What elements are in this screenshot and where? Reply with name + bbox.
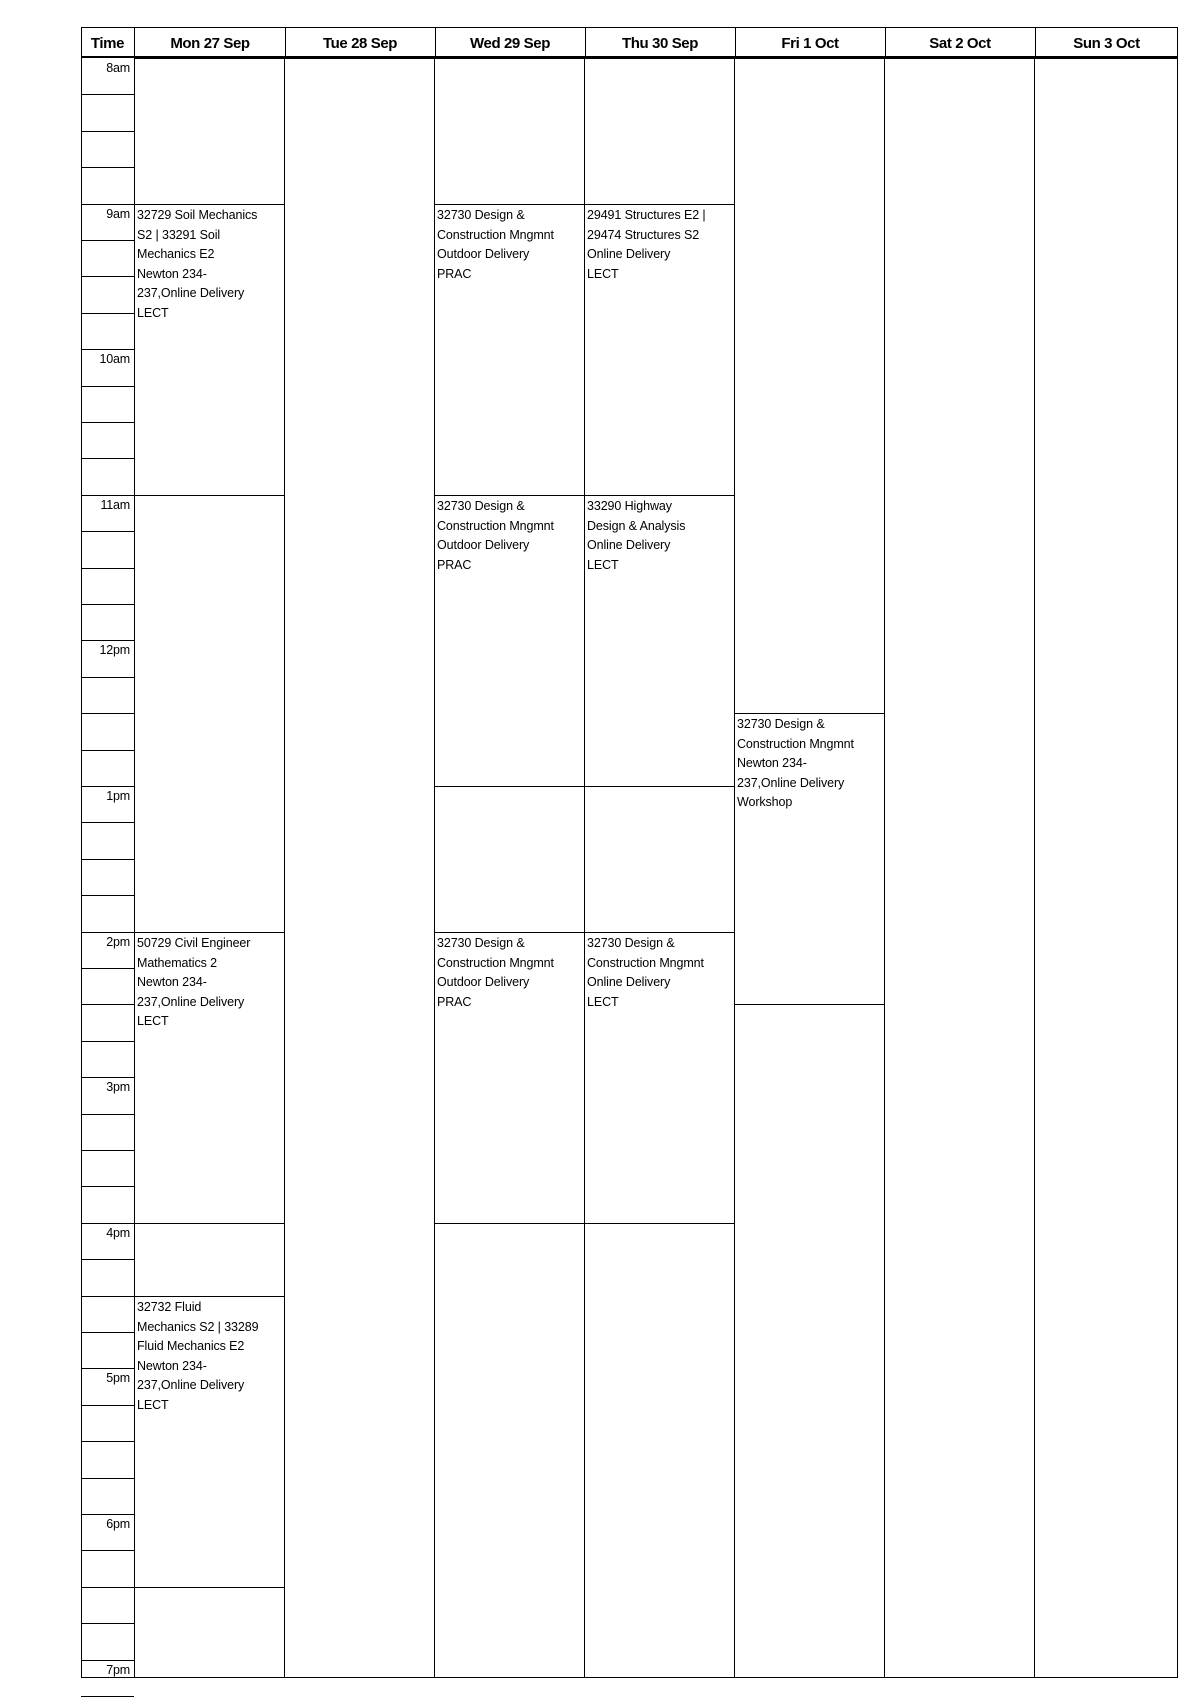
time-slot-rule (81, 822, 134, 823)
hour-label: 10am (99, 352, 130, 366)
time-slot-rule (81, 1296, 134, 1297)
time-slot-rule (81, 313, 134, 314)
time-slot-rule (81, 1077, 134, 1078)
class-event-text: 32730 Design & Construction Mngmnt Outdoor Delivery PRAC (437, 208, 554, 281)
class-event-text: 32730 Design & Construction Mngmnt Online Delivery LECT (587, 936, 704, 1009)
day-header-sun: Sun 3 Oct (1073, 34, 1140, 52)
hour-label: 3pm (106, 1080, 130, 1094)
class-event[interactable] (434, 204, 585, 496)
time-slot-rule (81, 1623, 134, 1624)
time-slot-rule (81, 604, 134, 605)
free-block (284, 58, 435, 1678)
time-slot-rule (81, 1259, 134, 1260)
class-event-text: 33290 Highway Design & Analysis Online Delivery LECT (587, 499, 686, 572)
time-slot-rule (81, 1223, 134, 1224)
time-slot-rule (81, 1332, 134, 1333)
day-header-mon: Mon 27 Sep (170, 34, 250, 52)
hour-label: 4pm (106, 1226, 130, 1240)
time-slot-rule (81, 204, 134, 205)
class-event-text: 32730 Design & Construction Mngmnt Outdoor Delivery PRAC (437, 936, 554, 1009)
time-slot-rule (81, 1514, 134, 1515)
day-header-wed: Wed 29 Sep (470, 34, 550, 52)
hour-label: 7pm (106, 1663, 130, 1677)
class-event[interactable] (734, 713, 885, 1005)
time-slot-rule (81, 895, 134, 896)
hour-label: 11am (100, 498, 130, 512)
time-slot-rule (81, 859, 134, 860)
time-slot-rule (81, 458, 134, 459)
day-header-sat: Sat 2 Oct (929, 34, 991, 52)
time-slot-rule (81, 349, 134, 350)
time-slot-rule (81, 1405, 134, 1406)
hour-label: 12pm (99, 643, 130, 657)
hour-label: 1pm (106, 789, 130, 803)
time-slot-rule (81, 1696, 134, 1697)
time-slot-rule (81, 677, 134, 678)
time-slot-rule (81, 422, 134, 423)
free-block (734, 58, 885, 714)
time-slot-rule (81, 1041, 134, 1042)
time-slot-rule (81, 786, 134, 787)
free-block (584, 786, 735, 933)
time-slot-rule (81, 1660, 134, 1661)
time-slot-rule (81, 276, 134, 277)
class-event[interactable] (134, 932, 285, 1224)
time-slot-rule (81, 750, 134, 751)
class-event-text: 32730 Design & Construction Mngmnt Newton 234- 237,Online Delivery Workshop (737, 717, 854, 809)
class-event-text: 32729 Soil Mechanics S2 | 33291 Soil Mechanics E2 Newton 234- 237,Online Delivery LECT (137, 208, 258, 320)
class-event[interactable] (584, 204, 735, 496)
free-block (134, 58, 285, 205)
time-slot-rule (81, 1587, 134, 1588)
time-column-header: Time (90, 34, 125, 52)
class-event[interactable] (584, 495, 735, 787)
time-slot-rule (81, 568, 134, 569)
class-event-text: 29491 Structures E2 | 29474 Structures S2 Online Delivery LECT (587, 208, 706, 281)
time-slot-rule (81, 131, 134, 132)
time-slot-rule (81, 1478, 134, 1479)
free-block (584, 1223, 735, 1678)
time-slot-rule (81, 968, 134, 969)
weekly-timetable (81, 27, 1178, 1678)
hour-label: 6pm (106, 1517, 130, 1531)
time-slot-rule (81, 1004, 134, 1005)
time-slot-rule (81, 1150, 134, 1151)
class-event[interactable] (134, 1296, 285, 1588)
hour-label: 8am (106, 61, 130, 75)
free-block (584, 58, 735, 205)
hour-label: 2pm (106, 935, 130, 949)
class-event-text: 32732 Fluid Mechanics S2 | 33289 Fluid Mechanics E2 Newton 234- 237,Online Delivery LECT (137, 1300, 259, 1412)
free-block (134, 495, 285, 933)
class-event[interactable] (584, 932, 735, 1224)
day-header-thu: Thu 30 Sep (621, 34, 699, 52)
hour-label: 5pm (106, 1371, 130, 1385)
time-slot-rule (81, 386, 134, 387)
free-block (884, 58, 1035, 1678)
class-event[interactable] (434, 495, 585, 787)
time-slot-rule (81, 713, 134, 714)
free-block (434, 1223, 585, 1678)
day-header-tue: Tue 28 Sep (322, 34, 398, 52)
time-slot-rule (81, 495, 134, 496)
time-slot-rule (81, 1550, 134, 1551)
free-block (434, 58, 585, 205)
class-event-text: 50729 Civil Engineer Mathematics 2 Newton 234- 237,Online Delivery LECT (137, 936, 251, 1028)
free-block (1034, 58, 1178, 1678)
free-block (134, 1587, 285, 1678)
class-event-text: 32730 Design & Construction Mngmnt Outdoor Delivery PRAC (437, 499, 554, 572)
time-slot-rule (81, 1186, 134, 1187)
time-slot-rule (81, 640, 134, 641)
time-slot-rule (81, 1114, 134, 1115)
time-slot-rule (81, 240, 134, 241)
free-block (434, 786, 585, 933)
time-slot-rule (81, 1441, 134, 1442)
time-slot-rule (81, 932, 134, 933)
time-slot-rule (81, 94, 134, 95)
class-event[interactable] (434, 932, 585, 1224)
hour-label: 9am (106, 207, 130, 221)
free-block (734, 1004, 885, 1678)
class-event[interactable] (134, 204, 285, 496)
time-slot-rule (81, 531, 134, 532)
day-header-fri: Fri 1 Oct (781, 34, 839, 52)
time-slot-rule (81, 167, 134, 168)
time-slot-rule (81, 1368, 134, 1369)
free-block (134, 1223, 285, 1297)
